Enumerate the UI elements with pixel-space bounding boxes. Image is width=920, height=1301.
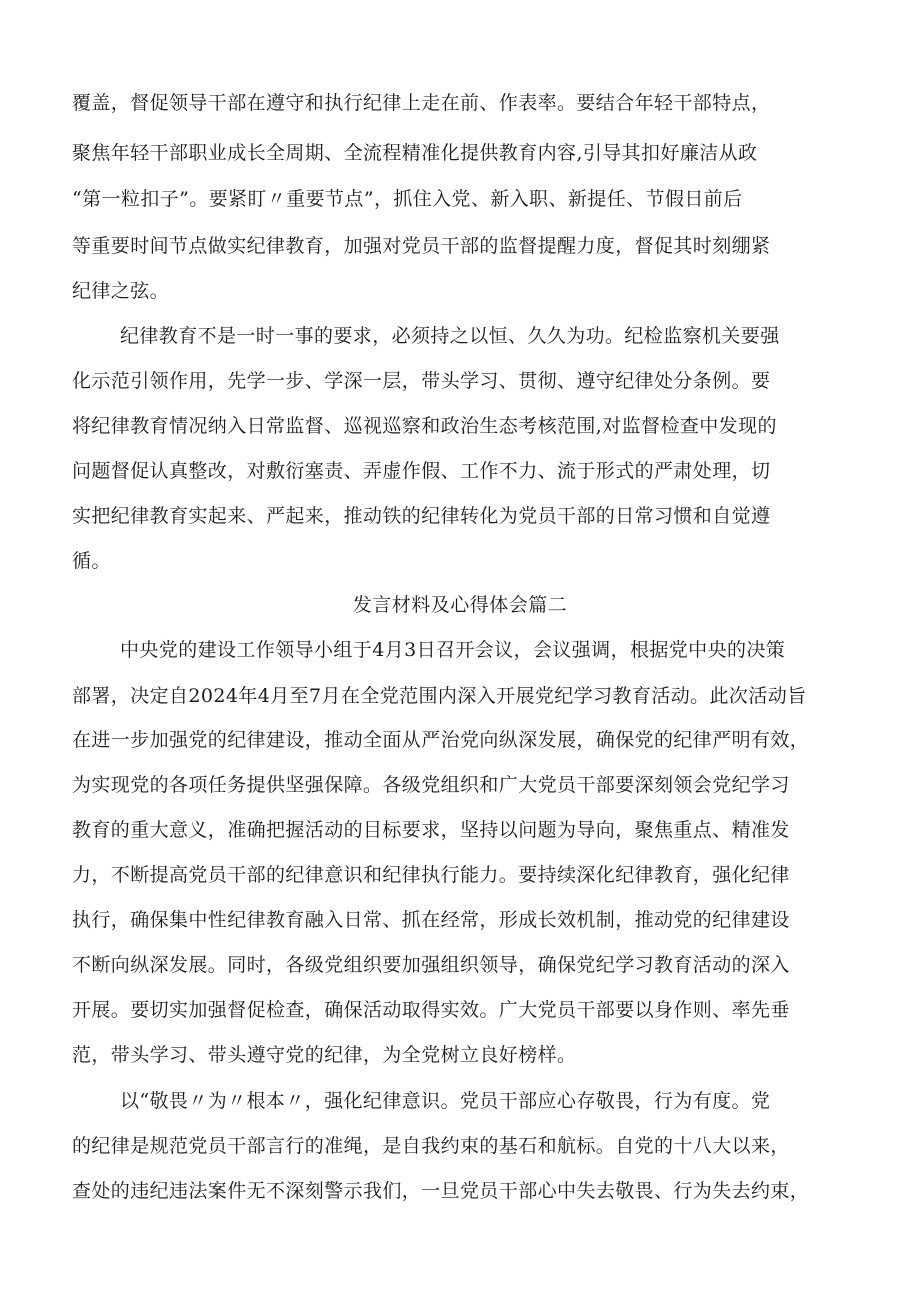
text-line: 将纪律教育情况纳入日常监督、巡视巡察和政治生态考核范围,对监督检查中发现的 [72, 415, 777, 437]
text-line: 的纪律是规范党员干部言行的准绳，是自我约束的基石和航标。自党的十八大以来， [72, 1135, 790, 1157]
text-line: 实把纪律教育实起来、严起来，推动铁的纪律转化为党员干部的日常习惯和自觉遵 [72, 505, 771, 527]
text-line: 查处的违纪违法案件无不深刻警示我们，一旦党员干部心中失去敬畏、行为失去约束， [72, 1180, 810, 1202]
text-line: 化示范引领作用，先学一步、学深一层，带头学习、贯彻、遵守纪律处分条例。要 [72, 370, 771, 392]
text-line: 执行，确保集中性纪律教育融入日常、抓在经常，形成长效机制，推动党的纪律建设 [72, 909, 790, 931]
text-line: 循。 [72, 550, 111, 572]
text-line: 在进一步加强党的纪律建设，推动全面从严治党向纵深发展，确保党的纪律严明有效， [72, 729, 810, 751]
text-line: 部署，决定自2024年4月至7月在全党范围内深入开展党纪学习教育活动。此次活动旨 [72, 685, 807, 707]
text-line: 覆盖，督促领导干部在遵守和执行纪律上走在前、作表率。要结合年轻干部特点， [72, 92, 771, 114]
text-line: 纪律教育不是一时一事的要求，必须持之以恒、久久为功。纪检监察机关要强 [120, 325, 780, 347]
text-line: 以“敬畏〃为〃根本〃，强化纪律意识。党员干部应心存敬畏，行为有度。党 [120, 1090, 771, 1112]
text-line: 等重要时间节点做实纪律教育，加强对党员干部的监督提醒力度，督促其时刻绷紧 [72, 235, 771, 257]
text-line: 教育的重大意义，准确把握活动的目标要求，坚持以问题为导向，聚焦重点、精准发 [72, 819, 790, 841]
text-line: 中央党的建设工作领导小组于4月3日召开会议，会议强调，根据党中央的决策 [120, 639, 786, 661]
text-line: 问题督促认真整改，对敷衍塞责、弄虚作假、工作不力、流于形式的严肃处理，切 [72, 460, 771, 482]
text-line: 为实现党的各项任务提供坚强保障。各级党组织和广大党员干部要深刻领会党纪学习 [72, 774, 790, 796]
text-line: 不断向纵深发展。同时，各级党组织要加强组织领导，确保党纪学习教育活动的深入 [72, 954, 790, 976]
text-line: 纪律之弦。 [72, 280, 170, 302]
text-line: 聚焦年轻干部职业成长全周期、全流程精准化提供教育内容,引导其扣好廉洁从政 [72, 142, 758, 164]
section-heading: 发言材料及心得体会篇二 [352, 594, 568, 616]
text-line: 力，不断提高党员干部的纪律意识和纪律执行能力。要持续深化纪律教育，强化纪律 [72, 864, 790, 886]
text-line: 开展。要切实加强督促检查，确保活动取得实效。广大党员干部要以身作则、率先垂 [72, 999, 790, 1021]
text-line: 范，带头学习、带头遵守党的纪律，为全党树立良好榜样。 [72, 1044, 577, 1066]
text-line: “第一粒扣子”。要紧盯〃重要节点”，抓住入党、新入职、新提任、节假日前后 [72, 188, 743, 210]
